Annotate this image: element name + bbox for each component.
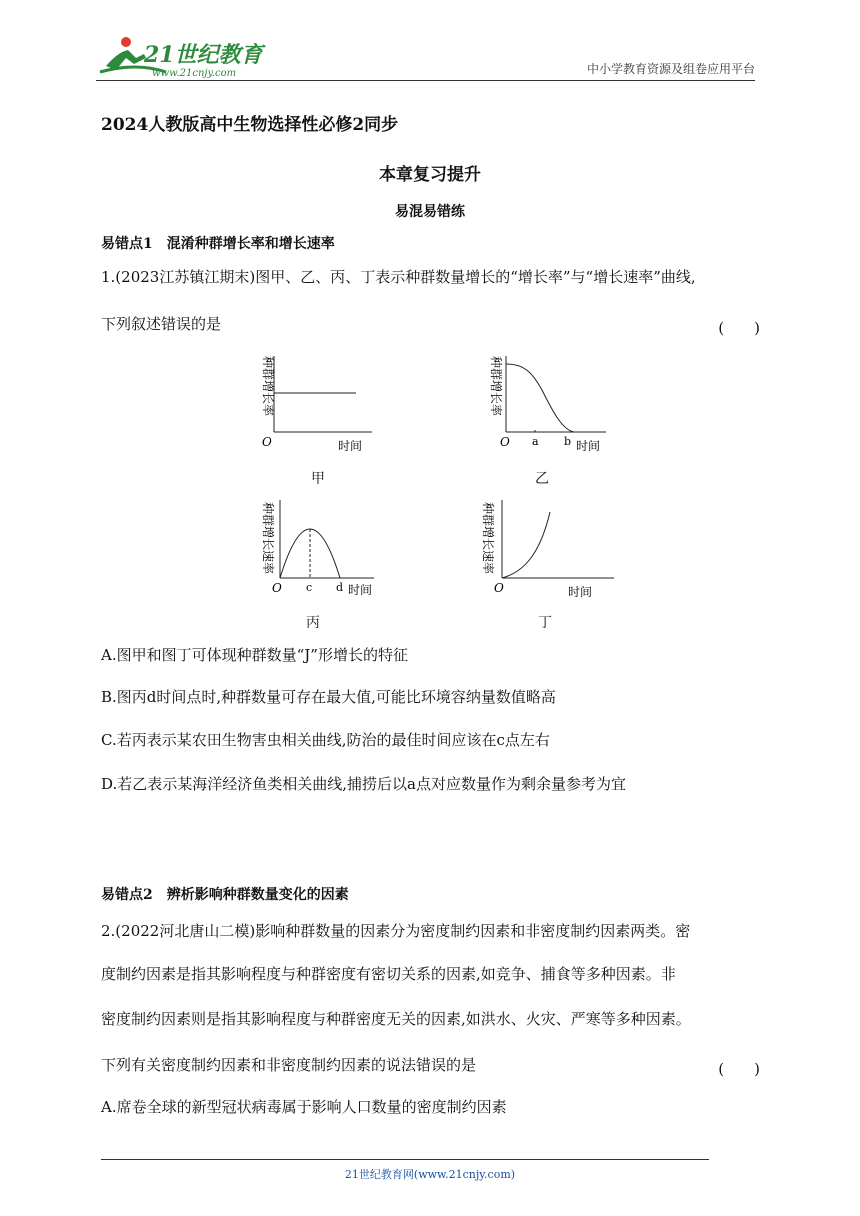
header-divider: [96, 80, 755, 81]
site-logo: [96, 32, 266, 80]
yi-curve: [506, 364, 574, 432]
platform-name: 中小学教育资源及组卷应用平台: [586, 62, 755, 76]
ding-xlabel: 时间: [568, 585, 593, 599]
ding-curve: [502, 512, 550, 578]
q1-line-2: 下列叙述错误的是: [101, 315, 222, 333]
q1-answer-paren: ( ): [718, 319, 760, 337]
footer-link[interactable]: 21世纪教育网(www.21cnjy.com): [344, 1168, 516, 1181]
q1-option-c: C.若丙表示某农田生物害虫相关曲线,防治的最佳时间应该在c点左右: [101, 731, 550, 749]
q1-option-d: D.若乙表示某海洋经济鱼类相关曲线,捕捞后以a点对应数量作为剩余量参考为宜: [101, 775, 626, 793]
bing-origin: O: [272, 581, 282, 595]
q1-option-b: B.图丙d时间点时,种群数量可存在最大值,可能比环境容纳量数值略高: [101, 688, 556, 706]
jia-xlabel: 时间: [338, 439, 363, 453]
figure-yi: [476, 352, 616, 461]
yi-xlabel: 时间: [576, 439, 601, 453]
section-title: 易混易错练: [395, 204, 465, 220]
q2-option-a: A.席卷全球的新型冠状病毒属于影响人口数量的密度制约因素: [101, 1098, 507, 1116]
figure-jia-caption: 甲: [311, 471, 325, 487]
ding-ylabel: 种群增长速率: [481, 502, 495, 575]
yi-tick-a: a: [532, 435, 539, 448]
figure-bing-caption: 丙: [306, 615, 320, 631]
yi-tick-b: b: [564, 435, 572, 448]
bing-xlabel: 时间: [348, 583, 373, 597]
q2-line-1: 2.(2022河北唐山二模)影响种群数量的因素分为密度制约因素和非密度制约因素两类。密: [101, 922, 691, 940]
q2-line-4: 下列有关密度制约因素和非密度制约因素的说法错误的是: [101, 1056, 477, 1074]
q2-line-3: 密度制约因素则是指其影响程度与种群密度无关的因素,如洪水、火灾、严寒等多种因素。: [101, 1010, 691, 1028]
figure-ding: [476, 498, 616, 607]
doc-title: 2024人教版高中生物选择性必修2同步: [101, 115, 399, 135]
ding-origin: O: [494, 581, 504, 595]
q1-option-a: A.图甲和图丁可体现种群数量“J”形增长的特征: [101, 646, 408, 664]
footer-divider: [101, 1159, 709, 1160]
figure-jia: [240, 352, 380, 461]
yi-origin: O: [500, 435, 510, 449]
chapter-title: 本章复习提升: [379, 165, 481, 185]
q1-line-1: 1.(2023江苏镇江期末)图甲、乙、丙、丁表示种群数量增长的“增长率”与“增长速率”曲线,: [101, 268, 696, 286]
logo-text: 21世纪教育: [144, 42, 263, 68]
error-point-1: 易错点1 混淆种群增长率和增长速率: [101, 236, 335, 252]
figure-ding-caption: 丁: [538, 615, 552, 631]
jia-ylabel: 种群增长率: [261, 356, 275, 417]
figure-bing: [258, 498, 398, 607]
q2-answer-paren: ( ): [718, 1060, 760, 1078]
figure-yi-caption: 乙: [535, 471, 549, 487]
yi-ylabel: 种群增长率: [489, 356, 503, 417]
logo-url: www.21cnjy.com: [152, 68, 237, 79]
jia-origin: O: [262, 435, 272, 449]
bing-tick-d: d: [336, 581, 344, 594]
bing-ylabel: 种群增长速率: [261, 502, 275, 575]
q2-line-2: 度制约因素是指其影响程度与种群密度有密切关系的因素,如竞争、捕食等多种因素。非: [101, 965, 676, 983]
error-point-2: 易错点2 辨析影响种群数量变化的因素: [101, 887, 349, 903]
bing-tick-c: c: [306, 581, 313, 594]
